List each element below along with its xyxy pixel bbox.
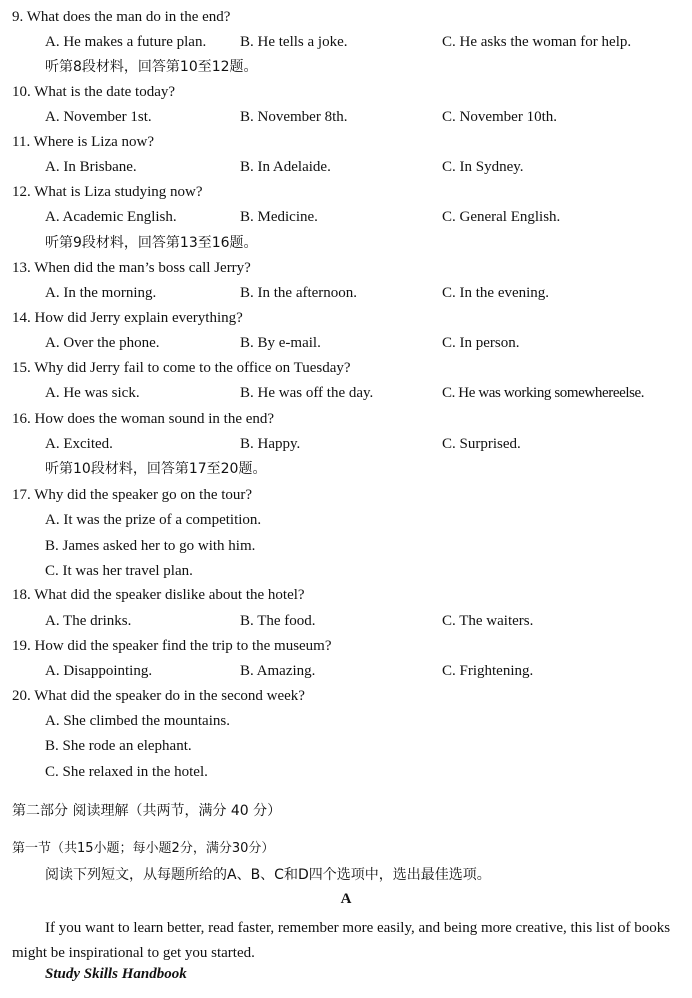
question-18: 18. What did the speaker dislike about the hotel? bbox=[12, 587, 305, 603]
q10-option-c: C. November 10th. bbox=[442, 109, 557, 125]
q12-option-b: B. Medicine. bbox=[240, 209, 318, 225]
q19-option-b: B. Amazing. bbox=[240, 663, 316, 679]
question-19: 19. How did the speaker find the trip to the museum? bbox=[12, 638, 332, 654]
q20-option-a: A. She climbed the mountains. bbox=[45, 713, 230, 729]
q13-option-a: A. In the morning. bbox=[45, 285, 157, 301]
section1-heading: 第一节（共15小题；每小题2分，满分30分） bbox=[12, 841, 275, 856]
q18-option-b: B. The food. bbox=[240, 613, 316, 629]
listen-instruction-10: 听第10段材料，回答第17至20题。 bbox=[45, 461, 267, 477]
q14-option-a: A. Over the phone. bbox=[45, 335, 160, 351]
question-14: 14. How did Jerry explain everything? bbox=[12, 310, 243, 326]
book-title: Study Skills Handbook bbox=[45, 966, 187, 982]
question-17: 17. Why did the speaker go on the tour? bbox=[12, 487, 253, 503]
question-11: 11. Where is Liza now? bbox=[12, 134, 155, 150]
q20-option-b: B. She rode an elephant. bbox=[45, 738, 192, 754]
q14-option-c: C. In person. bbox=[442, 335, 520, 351]
q19-option-a: A. Disappointing. bbox=[45, 663, 153, 679]
q12-option-a: A. Academic English. bbox=[45, 209, 177, 225]
q11-option-b: B. In Adelaide. bbox=[240, 159, 331, 175]
q17-option-c: C. It was her travel plan. bbox=[45, 563, 193, 579]
question-12: 12. What is Liza studying now? bbox=[12, 184, 203, 200]
q17-option-b: B. James asked her to go with him. bbox=[45, 538, 256, 554]
passage-title: A bbox=[340, 891, 352, 907]
q9-option-c: C. He asks the woman for help. bbox=[442, 34, 632, 50]
q10-option-b: B. November 8th. bbox=[240, 109, 348, 125]
q9-option-a: A. He makes a future plan. bbox=[45, 34, 207, 50]
q15-option-b: B. He was off the day. bbox=[240, 385, 374, 401]
reading-directions: 阅读下列短文，从每题所给的A、B、C和D四个选项中，选出最佳选项。 bbox=[45, 867, 491, 883]
q13-option-c: C. In the evening. bbox=[442, 285, 550, 301]
question-20: 20. What did the speaker do in the second week? bbox=[12, 688, 305, 704]
question-16: 16. How does the woman sound in the end? bbox=[12, 411, 275, 427]
question-10: 10. What is the date today? bbox=[12, 84, 176, 100]
q19-option-c: C. Frightening. bbox=[442, 663, 534, 679]
q18-option-c: C. The waiters. bbox=[442, 613, 534, 629]
part2-heading: 第二部分 阅读理解（共两节，满分 40 分） bbox=[12, 803, 282, 819]
listen-instruction-9: 听第9段材料，回答第13至16题。 bbox=[45, 235, 258, 251]
q18-option-a: A. The drinks. bbox=[45, 613, 132, 629]
q15-option-a: A. He was sick. bbox=[45, 385, 140, 401]
q16-option-c: C. Surprised. bbox=[442, 436, 521, 452]
q11-option-a: A. In Brisbane. bbox=[45, 159, 137, 175]
q15-option-c: C. He was working somewhereelse. bbox=[442, 385, 645, 401]
q9-option-b: B. He tells a joke. bbox=[240, 34, 348, 50]
q17-option-a: A. It was the prize of a competition. bbox=[45, 512, 262, 528]
q11-option-c: C. In Sydney. bbox=[442, 159, 524, 175]
q13-option-b: B. In the afternoon. bbox=[240, 285, 358, 301]
q16-option-a: A. Excited. bbox=[45, 436, 113, 452]
passage-paragraph: If you want to learn better, read faster, remember more easily, and being more creative, this list of books might be inspirational to get you started. bbox=[12, 920, 671, 961]
q16-option-b: B. Happy. bbox=[240, 436, 301, 452]
question-13: 13. When did the man’s boss call Jerry? bbox=[12, 260, 251, 276]
question-9: 9. What does the man do in the end? bbox=[12, 9, 231, 25]
question-15: 15. Why did Jerry fail to come to the office on Tuesday? bbox=[12, 360, 351, 376]
q10-option-a: A. November 1st. bbox=[45, 109, 152, 125]
q20-option-c: C. She relaxed in the hotel. bbox=[45, 764, 208, 780]
q12-option-c: C. General English. bbox=[442, 209, 561, 225]
q14-option-b: B. By e-mail. bbox=[240, 335, 321, 351]
listen-instruction-8: 听第8段材料，回答第10至12题。 bbox=[45, 59, 258, 75]
